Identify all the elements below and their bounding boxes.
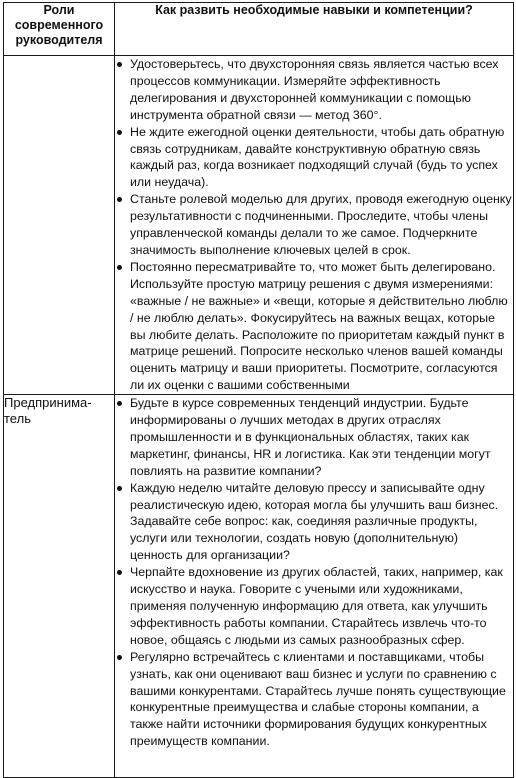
list-item: [115, 259, 513, 394]
list-item-text: Регулярно встречайтесь с клиентами и поставщиками, чтобы узнать, как они оценивают ваш бизнес и услуги по сравнению с вашими конкурентами. Старайтесь лучше понять существующие конкурентные преимущества и слабые стороны компании, а также найти источники формирования будущих конкурентных преимуществ компании.: [130, 649, 506, 749]
list-item-text: Будьте в курсе современных тенденций индустрии. Будьте информированы о лучших методах в других отраслях промышленности и в функциональных областях, таких как маркетинг, финансы, HR и логистика. Как эти тенденции могут повлиять на развитие компании?: [130, 396, 491, 478]
list-item: [115, 480, 513, 565]
bullet-icon: [117, 655, 122, 660]
list-item: [115, 564, 513, 649]
competencies-table: [3, 2, 514, 778]
list-item: [115, 649, 513, 750]
role-cell: [4, 56, 115, 395]
bullet-icon: [117, 197, 122, 202]
bullet-icon: [117, 62, 122, 67]
bullet-icon: [117, 570, 122, 575]
header-role: Роли современного руководителя: [4, 3, 115, 56]
bullets-cell: [115, 56, 514, 395]
role-cell: Предпринима-тель: [4, 395, 115, 778]
list-item: [115, 191, 513, 259]
bullet-list: [115, 395, 513, 750]
bullets-cell: [115, 395, 514, 778]
bullet-icon: [117, 265, 122, 270]
list-item-text: Станьте ролевой моделью для других, проводя ежегодную оценку результативности с подчиненными. Проследите, чтобы члены управленческой команды делали то же самое. Подчеркните значимость выполнение ключевых целей в срок.: [130, 192, 512, 257]
table-row: [4, 395, 514, 778]
bullet-icon: [117, 486, 122, 491]
list-item: [115, 124, 513, 192]
list-item-text: Черпайте вдохновение из других областей, таких, например, как искусство и наука. Говорите с учеными или художниками, применяя полученную информацию для ответа, как улучшить эффективность работы компании. Старайтесь извлечь что-то новое, общаясь с людьми из самых разнообразных сфер.: [130, 565, 503, 647]
bullet-list: [115, 56, 513, 394]
table-header-row: [4, 3, 514, 56]
bullet-icon: [117, 401, 122, 406]
bullet-icon: [117, 130, 122, 135]
list-item: [115, 56, 513, 124]
list-item-text: Не ждите ежегодной оценки деятельности, чтобы дать обратную связь сотрудникам, давайте конструктивную обратную связь каждый раз, когда возникает подходящий случай (будь то успех или неудача).: [130, 124, 505, 190]
header-question: Как развить необходимые навыки и компетенции?: [115, 3, 514, 56]
list-item-text: Постоянно пересматривайте то, что может быть делегировано. Используйте простую матрицу решения с двумя измерениями: «важные / не важные» и «вещи, которые я действительно люблю / не люблю делать». Фокусируйтесь на важных вещах, которые вы любите делать. Расположите по приоритетам каждый пункт в матрице решений. Попросите несколько членов вашей команды оценить матрицу и ваши приоритеты. Посмотрите, согласуются ли их оценки с вашими собственными: [130, 259, 508, 393]
table-row: [4, 56, 514, 395]
list-item-text: Каждую неделю читайте деловую прессу и записывайте одну реалистическую идею, которая могла бы улучшить ваш бизнес. Задавайте себе вопрос: как, соединяя различные продукты, услуги или технологии, создать новую (дополнительную) ценность для организации?: [130, 480, 499, 563]
list-item-text: Удостоверьтесь, что двухсторонняя связь является частью всех процессов коммуникации. Измеряйте эффективность делегирования и двухсторонней коммуникации с помощью инструмента обратной связи — метод 360°.: [130, 57, 499, 122]
list-item: [115, 395, 513, 480]
